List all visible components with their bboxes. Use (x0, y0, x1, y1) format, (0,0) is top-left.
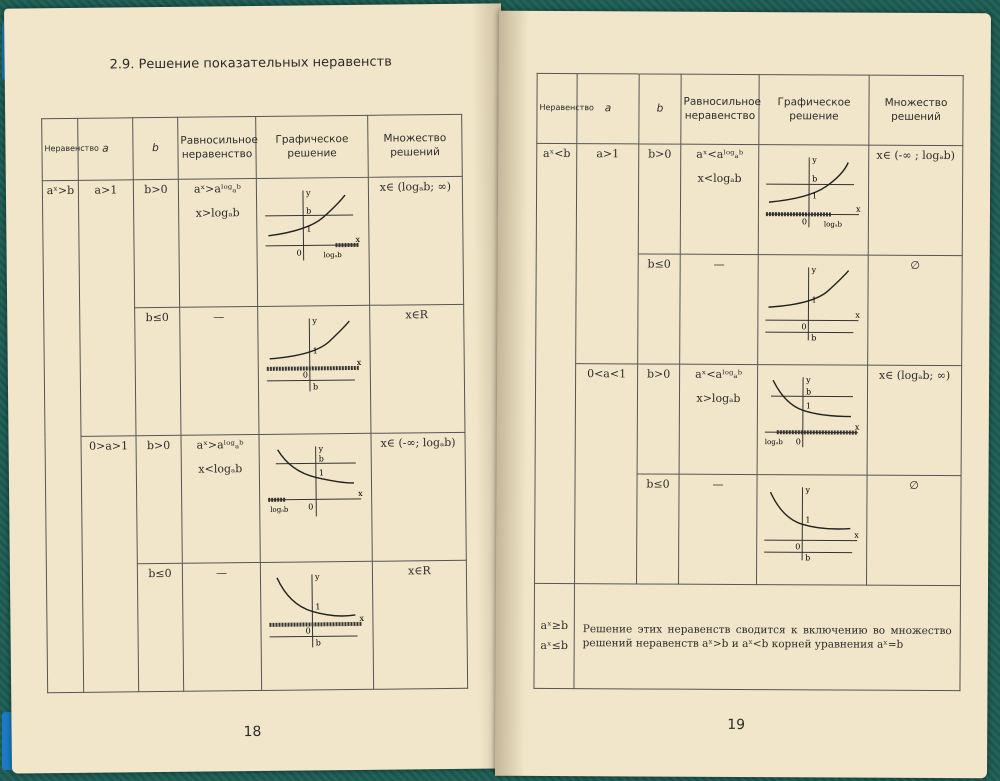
graph-label: x (854, 310, 860, 320)
a-cell: 0>a>1 (81, 436, 139, 693)
inequality-cell: aˣ>b (42, 180, 83, 692)
equiv-cell (178, 178, 257, 307)
solution-cell: ∅ (868, 255, 963, 365)
graph-cell (757, 365, 868, 476)
equiv-cell: — (680, 254, 759, 364)
b-cell: b>0 (637, 364, 680, 474)
graph-decay-above (265, 441, 366, 522)
graph-label: x (357, 488, 363, 498)
a-cell: a>1 (576, 144, 639, 364)
table-row (42, 176, 463, 308)
graph-label: 1 (312, 346, 318, 356)
graph-label: 0 (307, 502, 313, 512)
graph-label: y (805, 375, 811, 385)
right-page (495, 11, 991, 779)
graph-growth-above (763, 152, 863, 233)
equiv-line-1: aˣ<aˡᵒᵍₐᵇ (696, 147, 744, 161)
col-header: Неравенство (42, 118, 79, 180)
graph-label: y (318, 444, 323, 454)
graph-label: y (305, 188, 311, 198)
graph-label: b (805, 387, 811, 397)
col-header: b (639, 74, 681, 144)
equiv-line-2: x>logₐb (195, 206, 240, 220)
table-header-row (537, 73, 963, 145)
graph-label: logₐb (823, 220, 842, 229)
graph-label: x (354, 234, 360, 244)
graph-label: y (804, 485, 810, 495)
a-cell: a>1 (78, 180, 136, 437)
table-row (536, 143, 963, 255)
solution-cell: x∈R (370, 304, 465, 433)
table-header-row (42, 114, 463, 180)
col-header: Графическое решение (759, 75, 869, 146)
graph-label: b (318, 454, 324, 464)
graph-label: b (810, 333, 816, 343)
page-number: 18 (243, 723, 262, 741)
equiv-cell: — (679, 474, 758, 584)
graph-label: x (356, 357, 361, 367)
graph-label: x (854, 422, 859, 432)
section-header: 2.9. Решение показательных неравенств (109, 54, 392, 73)
graph-growth-empty (763, 262, 863, 343)
graph-label: b (811, 174, 817, 184)
col-header: Множество решений (869, 75, 963, 145)
solution-cell: x∈ (-∞ ; logₐb) (868, 145, 963, 255)
graph-decay-above (762, 372, 862, 453)
graph-decay-empty (762, 482, 862, 563)
graph-cell (260, 561, 373, 690)
equiv-line-1: aˣ>aˡᵒᵍₐᵇ (196, 438, 244, 452)
equiv-cell (679, 364, 758, 474)
graph-label: 1 (804, 515, 810, 525)
solution-cell: ∅ (867, 475, 962, 585)
right-table (533, 73, 963, 691)
left-page (4, 3, 509, 773)
graph-label: x (358, 613, 364, 623)
graph-cell (258, 305, 371, 434)
col-header: Множество решений (368, 114, 463, 177)
graph-label: 1 (811, 191, 817, 201)
graph-label: x (853, 530, 859, 540)
graph-label: 1 (318, 468, 324, 478)
graph-label: logₐb (764, 438, 783, 447)
graph-label: 0 (800, 322, 806, 332)
equiv-line-2: x<logₐb (697, 172, 742, 186)
table-footer-row (534, 583, 961, 690)
table-row (45, 432, 466, 564)
graph-label: b (315, 638, 321, 648)
footer-inequality: aˣ≥b (540, 618, 569, 632)
graph-label: 0 (794, 542, 800, 552)
solution-cell: x∈ (logₐb; ∞) (368, 176, 463, 305)
b-cell: b>0 (638, 144, 681, 254)
graph-label: 0 (795, 437, 801, 447)
graph-label: 1 (305, 224, 311, 234)
equiv-line-1: aˣ<aˡᵒᵍₐᵇ (695, 367, 743, 381)
col-header: a (78, 118, 134, 181)
page-number: 19 (727, 716, 746, 734)
footer-inequality: aˣ≤b (540, 638, 568, 653)
graph-label: 1 (810, 295, 817, 305)
graph-label: y (811, 265, 816, 275)
graph-label: logₐb (269, 505, 288, 514)
col-header: b (133, 117, 179, 179)
b-cell: b>0 (133, 179, 179, 307)
graph-label: b (804, 553, 810, 563)
footer-note: Решение этих неравенств сводится к включению во множество решений неравенств aˣ>b и aˣ<b корней уравнения aˣ=b (574, 584, 961, 691)
graph-label: 0 (304, 626, 311, 636)
equiv-cell (680, 144, 759, 254)
b-cell: b≤0 (638, 254, 681, 364)
graph-label: y (311, 316, 317, 326)
graph-label: 0 (302, 370, 308, 380)
col-header: Неравенство (537, 73, 577, 143)
graph-label: x (855, 204, 861, 214)
equiv-cell (181, 434, 260, 563)
graph-cell (758, 255, 869, 366)
equiv-cell: — (180, 306, 259, 435)
b-cell: b≤0 (135, 307, 181, 435)
b-cell: b≤0 (137, 563, 183, 691)
equiv-cell: — (182, 562, 261, 691)
graph-cell (758, 145, 869, 256)
graph-label: 1 (314, 602, 320, 612)
col-header: Равносильное неравенство (681, 74, 759, 144)
equiv-line-2: x<logₐb (198, 462, 243, 476)
inequality-cell: aˣ<b (535, 143, 577, 583)
b-cell: b≤0 (637, 474, 680, 584)
graph-growth-above (262, 185, 363, 266)
col-header: Графическое решение (256, 115, 369, 178)
graph-label: b (312, 382, 318, 392)
graph-label: y (314, 572, 320, 582)
equiv-line-2: x>logₐb (696, 392, 741, 406)
graph-label: 0 (296, 248, 302, 258)
graph-decay-below (266, 569, 367, 650)
solution-cell: x∈ (logₐb; ∞) (867, 365, 962, 475)
graph-label: logₐb (323, 251, 342, 260)
solution-cell: x∈R (372, 560, 467, 689)
graph-label: 1 (805, 401, 811, 411)
b-cell: b>0 (136, 435, 182, 563)
graph-label: y (811, 155, 817, 165)
graph-cell (757, 475, 868, 586)
a-cell: 0<a<1 (575, 364, 638, 584)
graph-label: b (305, 206, 311, 216)
col-header: Равносильное неравенство (178, 116, 257, 179)
graph-cell (256, 177, 369, 306)
solution-cell: x∈ (-∞; logₐb) (371, 432, 466, 561)
graph-growth-below (264, 313, 365, 394)
graph-cell (259, 433, 372, 562)
left-table (41, 114, 468, 693)
table-row (535, 363, 962, 475)
equiv-line-1: aˣ>aˡᵒᵍₐᵇ (193, 182, 241, 196)
col-header: a (577, 74, 639, 144)
graph-label: 0 (801, 217, 807, 227)
footer-inequality-cell (534, 583, 575, 688)
